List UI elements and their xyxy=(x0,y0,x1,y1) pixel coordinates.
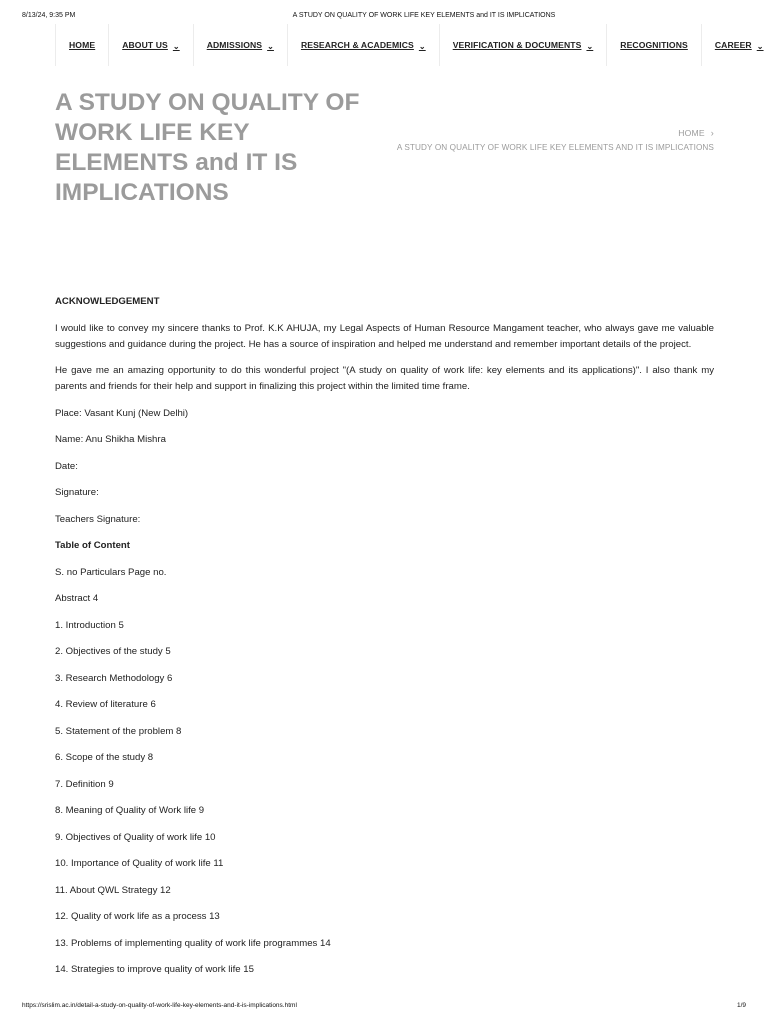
nav-item-label: RESEARCH & ACADEMICS xyxy=(300,40,414,50)
name-line: Name: Anu Shikha Mishra xyxy=(55,434,166,445)
toc-item: 3. Research Methodology 6 xyxy=(55,672,173,684)
nav-item-home[interactable] xyxy=(55,24,108,66)
nav-item-recognitions[interactable] xyxy=(606,24,701,66)
nav-item-label: ABOUT US xyxy=(122,40,168,50)
print-datetime: 8/13/24, 9:35 PM xyxy=(22,12,76,19)
nav-item-career[interactable] xyxy=(701,24,768,66)
nav-item-about-us[interactable] xyxy=(108,24,193,66)
print-page-number: 1/9 xyxy=(737,1002,747,1009)
toc-heading: Table of Content xyxy=(55,540,130,551)
toc-item: 9. Objectives of Quality of work life 10 xyxy=(55,831,216,843)
toc-item: 4. Review of literature 6 xyxy=(55,699,156,710)
breadcrumb xyxy=(397,128,714,152)
toc-item: 1. Introduction 5 xyxy=(55,619,124,631)
toc-item: 7. Definition 9 xyxy=(55,778,114,790)
toc-item: Abstract 4 xyxy=(55,593,99,604)
print-header xyxy=(0,12,768,24)
nav-item-label: CAREER xyxy=(714,40,752,50)
chevron-down-icon: ⌄ xyxy=(267,41,274,51)
nav-item-research-academics[interactable] xyxy=(287,24,439,66)
chevron-down-icon: ⌄ xyxy=(756,41,764,51)
acknowledgement-paragraph-2: He gave me an amazing opportunity to do this wonderful project "(A study on quality of work life: key elements and its applications)". I also thank my parents and friends for their help and support in finalizing this project within the limited time frame. xyxy=(55,365,714,392)
breadcrumb-home-link[interactable] xyxy=(397,128,714,138)
chevron-right-icon: › xyxy=(710,128,714,138)
signature-line: Signature: xyxy=(55,487,99,498)
chevron-down-icon: ⌄ xyxy=(418,41,426,51)
toc-item: 13. Problems of implementing quality of work life programmes 14 xyxy=(55,937,331,949)
print-page-title: A STUDY ON QUALITY OF WORK LIFE KEY ELEMENTS and IT IS IMPLICATIONS xyxy=(292,12,556,19)
breadcrumb-home-label: HOME xyxy=(678,128,705,138)
table-of-contents xyxy=(55,591,714,978)
nav-item-label: VERIFICATION & DOCUMENTS xyxy=(452,40,582,50)
chevron-down-icon: ⌄ xyxy=(586,41,594,51)
page-title: A STUDY ON QUALITY OF WORK LIFE KEY ELEMENTS and IT IS IMPLICATIONS xyxy=(55,89,360,206)
nav-item-verification-documents[interactable] xyxy=(439,24,607,66)
breadcrumb-current: A STUDY ON QUALITY OF WORK LIFE KEY ELEMENTS AND IT IS IMPLICATIONS xyxy=(396,143,714,152)
main-navigation xyxy=(55,24,768,66)
date-line: Date: xyxy=(55,460,78,472)
toc-item: 8. Meaning of Quality of Work life 9 xyxy=(55,805,205,816)
toc-item: 11. About QWL Strategy 12 xyxy=(55,884,171,896)
nav-item-label: RECOGNITIONS xyxy=(620,40,688,50)
print-url: https://srislim.ac.in/detail-a-study-on-quality-of-work-life-key-elements-and-it-is-implications.html xyxy=(22,1002,297,1009)
toc-item: 6. Scope of the study 8 xyxy=(55,752,154,763)
nav-item-label: HOME xyxy=(69,40,96,50)
toc-item: 14. Strategies to improve quality of work life 15 xyxy=(55,964,254,975)
nav-item-admissions[interactable] xyxy=(193,24,287,66)
toc-item: 5. Statement of the problem 8 xyxy=(55,725,182,737)
nav-item-label: ADMISSIONS xyxy=(206,40,263,50)
toc-column-header: S. no Particulars Page no. xyxy=(55,566,167,578)
chevron-down-icon: ⌄ xyxy=(172,41,180,51)
toc-item: 12. Quality of work life as a process 13 xyxy=(55,911,220,922)
toc-item: 10. Importance of Quality of work life 11 xyxy=(55,858,224,869)
place-line: Place: Vasant Kunj (New Delhi) xyxy=(55,407,189,419)
acknowledgement-paragraph-1: I would like to convey my sincere thanks to Prof. K.K AHUJA, my Legal Aspects of Human Resource Mangament teacher, who always gave me valuable suggestions and guidance during the project. He has a source of inspiration and helped me understand and remember important details of the project. xyxy=(55,322,714,350)
toc-item: 2. Objectives of the study 5 xyxy=(55,646,171,657)
acknowledgement-heading: ACKNOWLEDGEMENT xyxy=(55,296,160,307)
teacher-signature-line: Teachers Signature: xyxy=(55,513,141,525)
article-body xyxy=(55,294,714,989)
